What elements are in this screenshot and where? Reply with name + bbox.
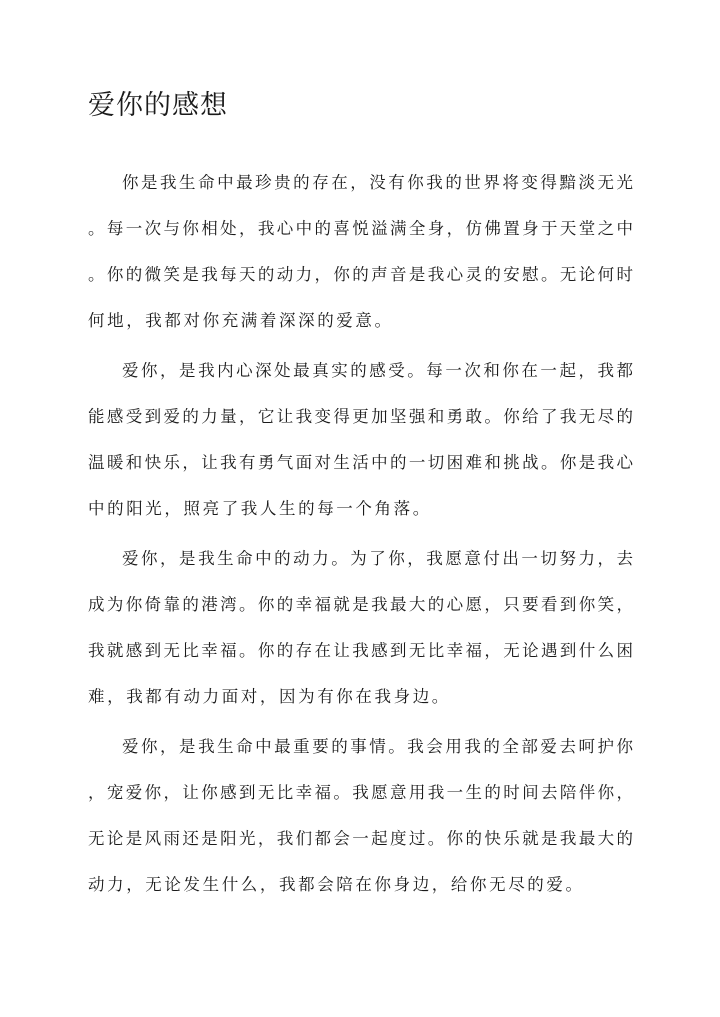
paragraph-line: 何地，我都对你充满着深深的爱意。 — [88, 311, 394, 330]
paragraph-line: 爱你，是我生命中的动力。为了你，我愿意付出一切努力，去 — [122, 549, 633, 568]
paragraph-line: 。你的微笑是我每天的动力，你的声音是我心灵的安慰。无论何时 — [88, 265, 633, 284]
paragraph-line: ，宠爱你，让你感到无比幸福。我愿意用我一生的时间去陪伴你， — [88, 783, 633, 802]
paragraph-line: 爱你，是我内心深处最真实的感受。每一次和你在一起，我都 — [122, 361, 633, 380]
paragraph-line: 动力，无论发生什么，我都会陪在你身边，给你无尽的爱。 — [88, 875, 585, 894]
paragraph-line: 我就感到无比幸福。你的存在让我感到无比幸福，无论遇到什么困 — [88, 641, 633, 660]
paragraph-line: 你是我生命中最珍贵的存在，没有你我的世界将变得黯淡无光 — [122, 173, 633, 192]
paragraph-line: 成为你倚靠的港湾。你的幸福就是我最大的心愿，只要看到你笑， — [88, 595, 633, 614]
paragraph-line: 无论是风雨还是阳光，我们都会一起度过。你的快乐就是我最大的 — [88, 829, 633, 848]
paragraph-line: 难，我都有动力面对，因为有你在我身边。 — [88, 687, 451, 706]
paragraph-line: 能感受到爱的力量，它让我变得更加坚强和勇敢。你给了我无尽的 — [88, 407, 633, 426]
paragraph-line: 温暖和快乐，让我有勇气面对生活中的一切困难和挑战。你是我心 — [88, 453, 633, 472]
paragraph-line: 中的阳光，照亮了我人生的每一个角落。 — [88, 499, 432, 518]
document-title: 爱你的感想 — [88, 90, 228, 121]
paragraph-line: 。每一次与你相处，我心中的喜悦溢满全身，仿佛置身于天堂之中 — [88, 219, 633, 238]
paragraph-line: 爱你，是我生命中最重要的事情。我会用我的全部爱去呵护你 — [122, 737, 633, 756]
